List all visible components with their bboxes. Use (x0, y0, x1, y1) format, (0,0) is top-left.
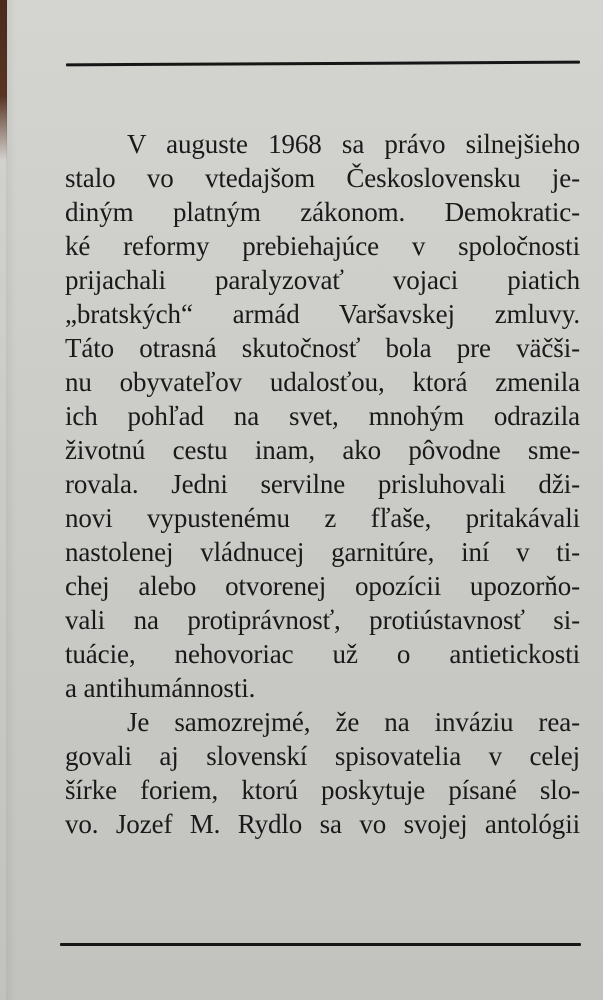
text-line: govali aj slovenskí spisovatelia v celej (65, 741, 580, 771)
text-line: rovala. Jedni servilne prisluhovali dži- (65, 469, 580, 499)
text-line: Táto otrasná skutočnosť bola pre väčši- (65, 333, 580, 363)
text-line: stalo vo vtedajšom Československu je- (65, 163, 580, 193)
text-line: V auguste 1968 sa právo silnejšieho (127, 129, 580, 159)
text-line: a antihumánnosti. (65, 673, 256, 703)
text-line: nu obyvateľov udalosťou, ktorá zmenila (65, 367, 580, 397)
text-line: diným platným zákonom. Demokratic- (65, 197, 580, 227)
page-edge-shadow (6, 0, 16, 1000)
text-line: Je samozrejmé, že na inváziu rea- (127, 707, 580, 737)
text-line: šírke foriem, ktorú poskytuje písané slo- (65, 775, 580, 805)
text-line: vo. Jozef M. Rydlo sa vo svojej antológii (65, 809, 580, 839)
text-line: tuácie, nehovoriac už o antietickosti (65, 639, 580, 669)
text-line: chej alebo otvorenej opozícii upozorňo- (65, 571, 580, 601)
text-line: ké reformy prebiehajúce v spoločnosti (65, 231, 580, 261)
text-line: novi vypustenému z fľaše, pritakávali (65, 503, 580, 533)
text-line: nastolenej vládnucej garnitúre, iní v ti- (65, 537, 580, 567)
text-line: vali na protiprávnosť, protiústavnosť si- (65, 605, 580, 635)
text-line: ich pohľad na svet, mnohým odrazila (65, 401, 580, 431)
top-rule-divider (66, 61, 580, 67)
text-line: „bratských“ armád Varšavskej zmluvy. (65, 299, 580, 329)
bottom-rule-divider (60, 943, 581, 946)
text-line: prijachali paralyzovať vojaci piatich (65, 265, 580, 295)
text-line: životnú cestu inam, ako pôvodne sme- (65, 435, 580, 465)
